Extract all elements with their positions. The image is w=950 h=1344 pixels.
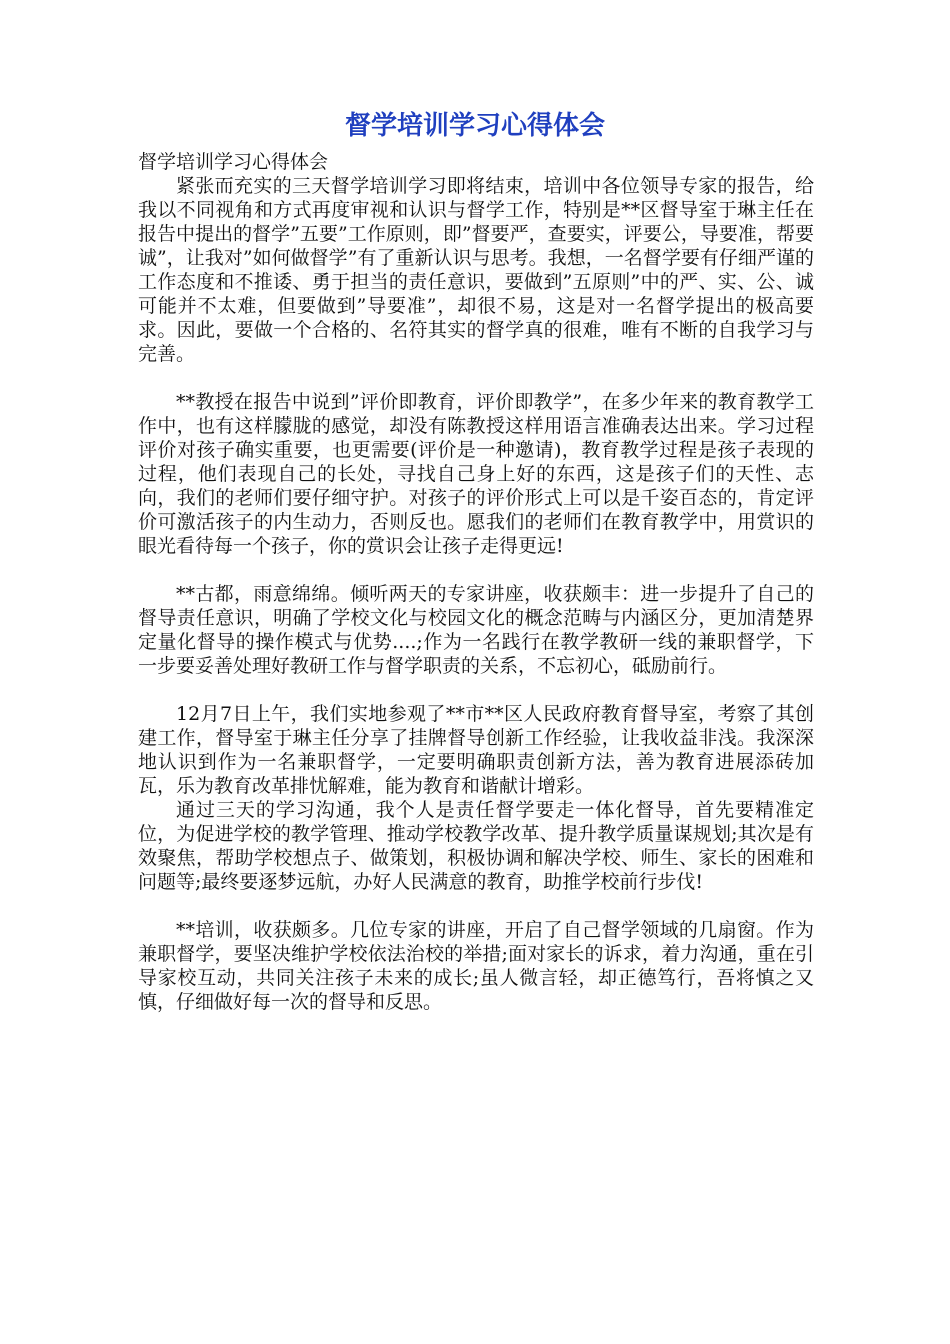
document-subtitle: 督学培训学习心得体会 xyxy=(138,151,329,173)
paragraph-3: **古都，雨意绵绵。倾听两天的专家讲座，收获颇丰：进一步提升了自己的督导责任意识，明确了学校文化与校园文化的概念范畴与内涵区分，更加清楚界定量化督导的操作模式与优势....;作为一名践行在教学教研一线的兼职督学，下一步要妥善处理好教研工作与督学职责的关系，不忘初心，砥励前行。 xyxy=(138,583,814,677)
paragraph-gap xyxy=(138,558,814,582)
paragraph-4: 12月7日上午，我们实地参观了**市**区人民政府教育督导室，考察了其创建工作，督导室于琳主任分享了挂牌督导创新工作经验，让我收益非浅。我深深地认识到作为一名兼职督学，一定要明确职责创新方法，善为教育进展添砖加瓦，乐为教育改革排忧解难，能为教育和谐献计增彩。 xyxy=(138,703,814,797)
paragraph-gap xyxy=(138,894,814,918)
document-body xyxy=(138,150,814,1014)
paragraph-gap xyxy=(138,366,814,390)
paragraph-6: **培训，收获颇多。几位专家的讲座，开启了自己督学领域的几扇窗。作为兼职督学，要坚决维护学校依法治校的举措;面对家长的诉求，着力沟通，重在引导家校互动，共同关注孩子未来的成长;虽人微言轻，却正德笃行，吾将慎之又慎，仔细做好每一次的督导和反思。 xyxy=(138,919,814,1013)
document-title: 督学培训学习心得体会 xyxy=(344,111,605,141)
paragraph-2: **教授在报告中说到”评价即教育，评价即教学”，在多少年来的教育教学工作中，也有这样朦胧的感觉，却没有陈教授这样用语言准确表达出来。学习过程评价对孩子确实重要，也更需要(评价是一种邀请)，教育教学过程是孩子表现的过程，他们表现自己的长处，寻找自己身上好的东西，这是孩子们的天性、志向，我们的老师们要仔细守护。对孩子的评价形式上可以是千姿百态的，肯定评价可激活孩子的内生动力，否则反也。愿我们的老师们在教育教学中，用赏识的眼光看待每一个孩子，你的赏识会让孩子走得更远! xyxy=(138,391,814,557)
paragraph-5: 通过三天的学习沟通，我个人是责任督学要走一体化督导，首先要精准定位，为促进学校的教学管理、推动学校教学改革、提升教学质量谋规划;其次是有效聚焦，帮助学校想点子、做策划，积极协调和解决学校、师生、家长的困难和问题等;最终要逐梦远航，办好人民满意的教育，助推学校前行步伐! xyxy=(138,799,814,893)
paragraph-gap xyxy=(138,678,814,702)
paragraph-1: 紧张而充实的三天督学培训学习即将结束，培训中各位领导专家的报告，给我以不同视角和方式再度审视和认识与督学工作，特别是**区督导室于琳主任在报告中提出的督学”五要”工作原则，即”督要严，查要实，评要公，导要准，帮要诚”，让我对”如何做督学”有了重新认识与思考。我想，一名督学要有仔细严谨的工作态度和不推诿、勇于担当的责任意识，要做到”五原则”中的严、实、公、诚可能并不太难，但要做到”导要准”，却很不易，这是对一名督学提出的极高要求。因此，要做一个合格的、名符其实的督学真的很难，唯有不断的自我学习与完善。 xyxy=(138,175,814,365)
